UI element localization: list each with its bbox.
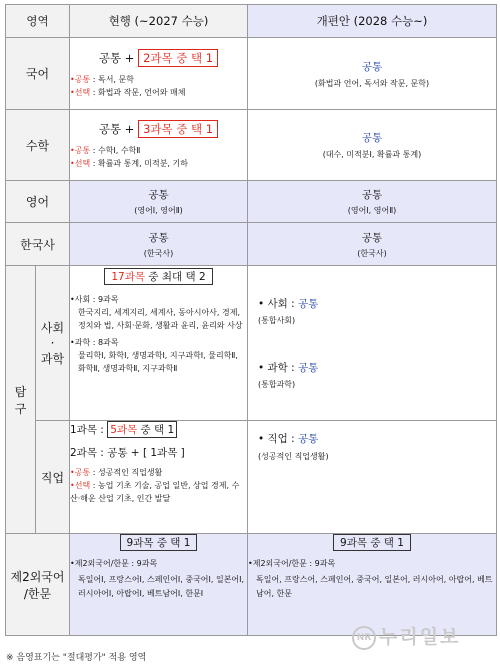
logo-badge-icon: NR [352,626,376,650]
math-label: 수학 [6,110,70,181]
english-reform [248,181,497,223]
math-reform-sub: (대수, 미적분Ⅰ, 확률과 통계) [322,150,422,159]
korean-common-detail: : 독서, 문학 [90,74,134,84]
math-common-tag: •공통 [70,146,91,155]
vocational-select-tag: •선택 [70,481,91,490]
history-current [70,223,248,266]
socsci-reform-science-sub: (통합과학) [258,380,296,389]
math-select-line [70,157,247,170]
second-lang-current [70,534,248,636]
second-lang-label-1: 제2외국어 [10,569,65,584]
socsci-label-dot: · [50,336,55,350]
vocational-select-detail: : 농업 기초 기술, 공업 일반, 상업 경제, 수산·해운 산업 기초, 인간 발달 [70,481,240,503]
korean-choice-box: 2과목 중 택 1 [138,49,218,67]
korean-common-line [70,73,247,86]
row-history [6,223,497,266]
socsci-science-detail: 물리학Ⅰ, 화학Ⅰ, 생명과학Ⅰ, 지구과학Ⅰ, 물리학Ⅱ, 화학Ⅱ, 생명과학Ⅱ, 지구과학Ⅱ [78,351,238,373]
second-lang-reform-box: 9과목 중 택 1 [333,534,411,551]
socsci-label-2: 과학 [40,352,65,366]
vocational-choice-box [107,421,177,438]
math-current-main [70,120,247,138]
inquiry-label-2: 구 [14,401,27,416]
socsci-reform-science-val: 공통 [298,362,319,374]
inquiry-label [6,266,36,534]
math-reform [248,110,497,181]
vocational-common-tag: •공통 [70,468,91,477]
english-reform-sub: (영어Ⅰ, 영어Ⅱ) [347,206,397,215]
second-lang-current-main [70,534,247,551]
row-vocational [6,421,497,534]
english-label: 영어 [6,181,70,223]
korean-select-tag: •선택 [70,87,91,97]
korean-reform [248,38,497,110]
row-korean [6,38,497,110]
second-lang-reform-main [248,534,496,551]
socsci-box-rest: 중 최대 택 2 [145,271,206,283]
english-current [70,181,248,223]
socsci-reform-social [258,296,496,311]
row-second-lang [6,534,497,636]
socsci-reform [248,266,497,421]
second-lang-reform-detail: 독일어, 프랑스어, 스페인어, 중국어, 일본어, 러시아어, 아랍어, 베트남어, 한문 [256,575,493,598]
vocational-reform [248,421,497,534]
footnote: ※ 음영표기는 "절대평가" 적용 영역 [6,653,147,663]
second-lang-reform [248,534,497,636]
socsci-box-red: 17과목 [111,271,146,283]
socsci-social-detail: 한국지리, 세계지리, 세계사, 동아시아사, 경제, 정치와 법, 사회·문화, 생활과 윤리, 윤리와 사상 [78,308,243,330]
math-common-line [70,144,247,157]
socsci-current [70,266,248,421]
vocational-line1-a: 1과목 : [70,424,108,436]
korean-select-line [70,86,247,99]
socsci-reform-social-val: 공통 [298,298,319,310]
second-lang-label-2: /한문 [23,586,52,601]
socsci-reform-science-label: • 과학 : [258,362,299,374]
header-current: 현행 (~2027 수능) [70,5,248,38]
korean-reform-sub: (화법과 언어, 독서와 작문, 문학) [314,78,430,88]
math-reform-main: 공통 [361,132,383,144]
socsci-reform-social-sub: (통합사회) [258,316,296,325]
math-choice-box: 3과목 중 택 1 [138,120,218,138]
comparison-table [5,4,497,636]
korean-select-detail: : 화법과 작문, 언어와 매체 [90,87,186,97]
header-area: 영역 [6,5,70,38]
row-socsci [6,266,497,421]
vocational-line2: 2과목 : 공통 + [ 1과목 ] [70,447,185,459]
english-reform-main: 공통 [361,189,383,201]
inquiry-label-1: 탐 [14,384,27,399]
korean-current-main [70,49,247,67]
second-lang-label [6,534,70,636]
vocational-common-detail: : 성공적인 직업생활 [90,468,163,477]
history-current-sub: (한국사) [143,248,174,258]
row-english [6,181,497,223]
vocational-line1-b: 중 택 1 [137,424,175,436]
socsci-reform-science [258,360,496,375]
logo-text: 누리일보 [379,626,461,648]
vocational-common-line [70,466,247,479]
korean-common-text: 공통 + [98,50,135,65]
vocational-reform-val: 공통 [298,433,319,445]
history-reform [248,223,497,266]
korean-label: 국어 [6,38,70,110]
korean-reform-main: 공통 [361,60,383,73]
math-select-detail: : 확률과 통계, 미적분, 기하 [90,159,188,168]
korean-current [70,38,248,110]
math-select-tag: •선택 [70,159,91,168]
socsci-current-main [70,268,247,285]
header-reform: 개편안 (2028 수능~) [248,5,497,38]
second-lang-current-title: •제2외국어/한문 : 9과목 [70,559,158,568]
vocational-reform-main [258,431,496,446]
publisher-logo [352,622,460,650]
math-current [70,110,248,181]
english-current-sub: (영어Ⅰ, 영어Ⅱ) [134,206,183,215]
math-common-detail: : 수학Ⅰ, 수학Ⅱ [90,146,141,155]
history-reform-sub: (한국사) [357,248,387,258]
second-lang-current-detail: 독일어Ⅰ, 프랑스어Ⅰ, 스페인어Ⅰ, 중국어Ⅰ, 일본어Ⅰ, 러시아어Ⅰ, 아랍어Ⅰ, 베트남어Ⅰ, 한문Ⅰ [78,575,245,598]
english-current-main: 공통 [148,189,169,201]
vocational-line1-red: 5과목 [110,424,138,436]
vocational-select-line [70,479,247,505]
socsci-reform-social-label: • 사회 : [258,298,299,310]
vocational-current [70,421,248,534]
korean-common-tag: •공통 [70,74,91,84]
socsci-social-title: •사회 : 9과목 [70,295,119,304]
socsci-label-1: 사회 [40,321,65,335]
socsci-choice-box [104,268,212,285]
history-label: 한국사 [6,223,70,266]
vocational-reform-label: • 직업 : [258,433,299,445]
vocational-reform-sub: (성공적인 직업생활) [258,452,329,461]
vocational-label: 직업 [36,421,70,534]
second-lang-current-box: 9과목 중 택 1 [120,534,198,551]
header-row [6,5,497,38]
socsci-science-title: •과학 : 8과목 [70,338,119,347]
second-lang-reform-title: •제2외국어/한문 : 9과목 [248,559,336,568]
row-math [6,110,497,181]
vocational-line1 [70,421,247,438]
socsci-label [36,266,70,421]
history-current-main: 공통 [148,231,169,244]
history-reform-main: 공통 [361,231,383,244]
math-common-text: 공통 + [98,122,135,136]
